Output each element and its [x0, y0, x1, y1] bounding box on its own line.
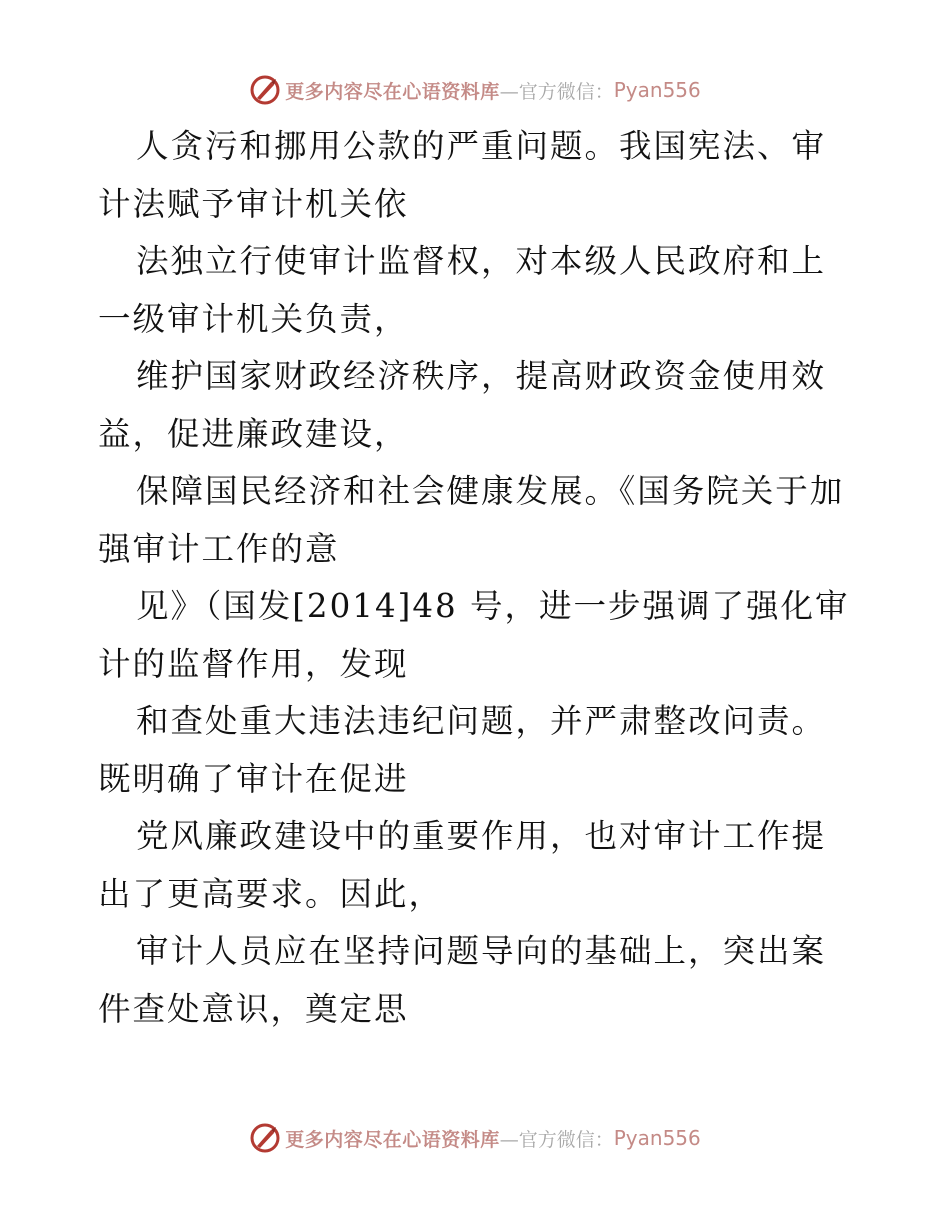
banner-handle: Pyan556: [613, 1126, 701, 1150]
banner-handle: Pyan556: [613, 78, 701, 102]
footer-watermark-banner: [0, 1118, 950, 1158]
banner-separator: —官方微信：: [499, 80, 614, 103]
paragraph: 党风廉政建设中的重要作用，也对审计工作提出了更高要求。因此，: [98, 817, 827, 913]
banner-separator: —官方微信：: [499, 1128, 614, 1151]
paragraph: 法独立行使审计监督权，对本级人民政府和上一级审计机关负责，: [98, 242, 827, 338]
document-body: [98, 118, 858, 1038]
paragraph: 审计人员应在坚持问题导向的基础上，突出案件查处意识，奠定思: [98, 932, 827, 1028]
paragraph: 和查处重大违法违纪问题，并严肃整改问责。既明确了审计在促进: [98, 702, 827, 798]
paragraph: 人贪污和挪用公款的严重问题。我国宪法、审计法赋予审计机关依: [98, 127, 827, 223]
paragraph: 见》（国发[2014]48 号，进一步强调了强化审计的监督作用，发现: [98, 587, 850, 683]
banner-text: 更多内容尽在心语资料库: [285, 1128, 500, 1151]
header-watermark-banner: [0, 70, 950, 110]
paragraph: 保障国民经济和社会健康发展。《国务院关于加强审计工作的意: [98, 472, 845, 568]
banner-text: 更多内容尽在心语资料库: [285, 80, 500, 103]
quill-logo-icon: [249, 1122, 281, 1154]
quill-logo-icon: [249, 74, 281, 106]
paragraph: 维护国家财政经济秩序，提高财政资金使用效益，促进廉政建设，: [98, 357, 827, 453]
